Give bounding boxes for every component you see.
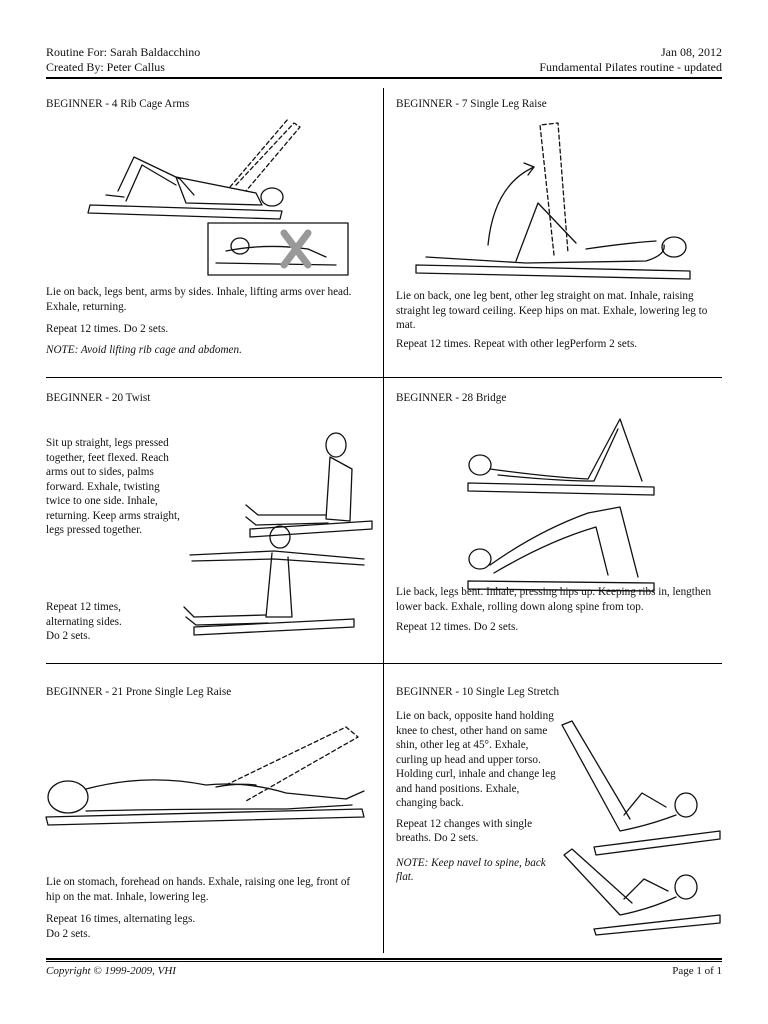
exercise-title: BEGINNER - 20 Twist (46, 392, 151, 404)
rib-cage-arms-illustration (46, 115, 366, 295)
exercise-title: BEGINNER - 28 Bridge (396, 392, 507, 404)
exercise-note: NOTE: Avoid lifting rib cage and abdomen. (46, 343, 242, 356)
exercise-description: Lie on stomach, forehead on hands. Exhale, raising one leg, front of hip on the mat. Inhale, lowering leg. (46, 876, 351, 903)
row-divider-2 (46, 663, 722, 664)
created-by: Created By: Peter Callus (46, 60, 165, 74)
row-divider-1 (46, 377, 722, 378)
exercise-description: Lie on back, one leg bent, other leg straight on mat. Inhale, raising straight leg toward ceiling. Keep hips on mat. Exhale, lowering leg to mat. (396, 290, 708, 331)
single-leg-stretch-illustration (554, 715, 722, 935)
exercise-repeat: Repeat 12 changes with single breaths. Do 2 sets. (396, 817, 533, 844)
header-left (46, 45, 200, 75)
column-divider (383, 88, 384, 953)
exercise-description: Lie on back, opposite hand holding knee to chest, other hand on same shin, other leg at 45°. Exhale, curling up head and upper torso. Holding curl, inhale and change leg and hand positions. Exhale, changing back. (396, 710, 556, 809)
exercise-repeat-line: Do 2 sets. (46, 630, 91, 642)
exercise-repeat: Repeat 12 times. Do 2 sets. (46, 323, 169, 335)
exercise-repeat-line: Repeat 12 times, (46, 601, 121, 613)
prone-single-leg-raise-illustration (46, 713, 376, 843)
header-right (539, 45, 722, 75)
exercise-prone-single-leg-raise (46, 685, 376, 950)
exercise-rib-cage-arms (46, 97, 376, 367)
exercise-description: Sit up straight, legs pressed together, feet flexed. Reach arms out to sides, palms forward. Exhale, twisting twice to one side. Inhale, returning. Keep arms straight, legs pressed together. (46, 437, 180, 536)
exercise-repeat: Repeat 12 times. Repeat with other legPerform 2 sets. (396, 337, 638, 350)
exercise-description: Lie back, legs bent. Inhale, pressing hips up. Keeping ribs in, lengthen lower back. Exhale, rolling down along spine from top. (396, 586, 712, 613)
exercise-title: BEGINNER - 7 Single Leg Raise (396, 98, 547, 110)
routine-date: Jan 08, 2012 (661, 45, 722, 59)
exercise-note: NOTE: Keep navel to spine, back flat. (396, 856, 546, 883)
twist-illustration (174, 429, 374, 649)
exercise-repeat: Repeat 12 times. Do 2 sets. (396, 621, 519, 633)
exercise-description: Lie on back, legs bent, arms by sides. Inhale, lifting arms over head. Exhale, returning. (46, 286, 352, 313)
exercise-title: BEGINNER - 4 Rib Cage Arms (46, 98, 190, 110)
exercise-twist (46, 391, 376, 656)
exercise-repeat-line: alternating sides. (46, 615, 122, 628)
exercise-repeat-line: Repeat 16 times, alternating legs. (46, 913, 196, 925)
footer-divider-top (46, 958, 722, 960)
bridge-illustration (458, 411, 668, 591)
page-number: Page 1 of 1 (672, 965, 722, 977)
footer-divider-bottom (46, 961, 722, 962)
exercise-single-leg-raise (396, 97, 722, 367)
exercise-title: BEGINNER - 21 Prone Single Leg Raise (46, 686, 232, 698)
single-leg-raise-illustration (406, 115, 706, 285)
copyright: Copyright © 1999-2009, VHI (46, 965, 176, 977)
routine-name: Fundamental Pilates routine - updated (539, 60, 722, 74)
exercise-title: BEGINNER - 10 Single Leg Stretch (396, 686, 560, 698)
exercise-repeat-line: Do 2 sets. (46, 927, 91, 940)
routine-for: Routine For: Sarah Baldacchino (46, 45, 201, 59)
exercise-single-leg-stretch (396, 685, 722, 950)
header-divider (46, 77, 722, 79)
exercise-bridge (396, 391, 722, 656)
